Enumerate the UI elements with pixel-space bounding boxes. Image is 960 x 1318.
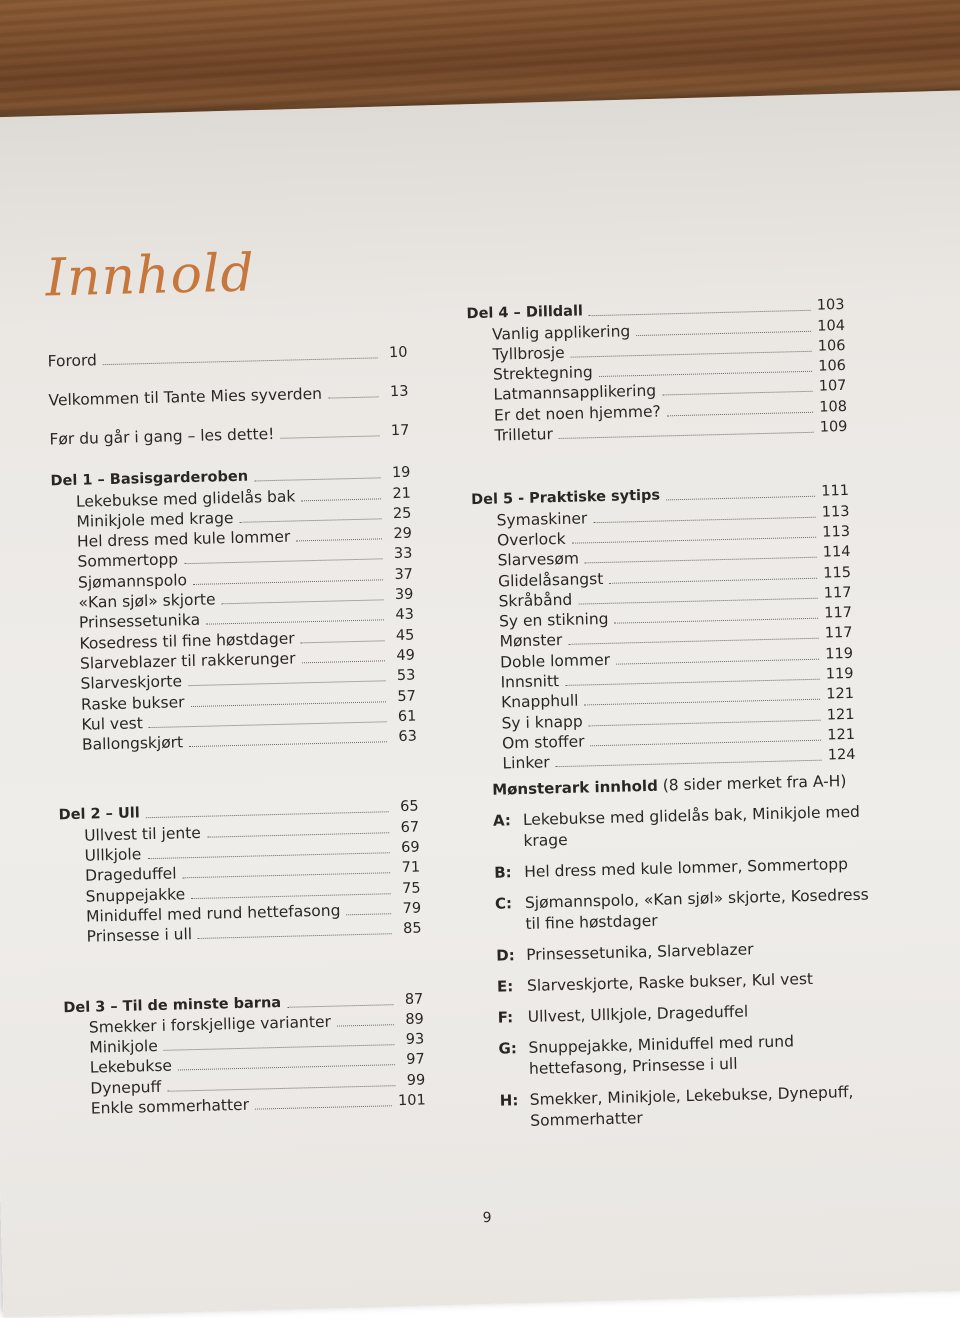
- dot-leader: [609, 577, 817, 583]
- toc-entry-page: 121: [826, 706, 855, 724]
- pattern-sheet-text: Snuppejakke, Miniduffel med rund hettefasong, Prinsesse i ull: [528, 1032, 795, 1078]
- toc-entry-title: Kosedress til fine høstdager: [79, 629, 295, 653]
- dot-leader: [556, 760, 822, 768]
- dot-leader: [149, 721, 387, 728]
- toc-entry-title: Skråbånd: [498, 590, 573, 611]
- pattern-sheet-item: [495, 884, 876, 935]
- toc-entry-title: Slarvesøm: [497, 549, 580, 570]
- dot-leader: [589, 719, 821, 726]
- dot-leader: [183, 873, 391, 879]
- toc-entry-title: Innsnitt: [500, 672, 560, 692]
- toc-entry-title: Tyllbrosje: [492, 343, 565, 364]
- toc-entry-page: 106: [818, 358, 847, 375]
- pattern-sheet-note: (8 sider merket fra A-H): [662, 772, 847, 795]
- toc-entry-title: Lekebukse: [89, 1057, 173, 1078]
- toc-entry-title: Minikjole: [89, 1037, 159, 1057]
- toc-entry-title: Del 3 – Til de minste barna: [63, 994, 282, 1016]
- toc-entry-title: Vanlig applikering: [491, 321, 631, 344]
- toc-entry-page: 124: [827, 747, 856, 764]
- toc-entry-title: Slarveskjorte: [80, 672, 183, 694]
- pattern-sheet-item: [500, 1081, 881, 1132]
- pattern-sheet-item: [496, 936, 876, 966]
- toc-entry-page: 111: [821, 483, 850, 500]
- page-title: Innhold: [44, 243, 256, 309]
- dot-leader: [328, 396, 379, 398]
- pattern-sheet-letter: D:: [496, 946, 515, 965]
- toc-entry-page: 61: [397, 708, 417, 725]
- pattern-sheet-item: [498, 998, 878, 1028]
- toc-entry-title: Miniduffel med rund hettefasong: [85, 901, 341, 926]
- pattern-sheet-item: [493, 801, 874, 852]
- toc-entry-title: Overlock: [496, 529, 566, 550]
- toc-entry-page: 33: [393, 546, 413, 563]
- pattern-sheet-letter: A:: [492, 811, 512, 830]
- toc-entry-page: 115: [823, 564, 852, 582]
- toc-entry-page: 13: [389, 383, 409, 401]
- toc-entry-page: 117: [823, 584, 852, 602]
- toc-entry-page: 99: [406, 1072, 426, 1089]
- pattern-sheet-text: Ullvest, Ullkjole, Drageduffel: [527, 1002, 749, 1026]
- toc-entry-page: 71: [401, 859, 421, 877]
- toc-entry-title: Del 2 – Ull: [58, 805, 140, 824]
- toc-entry-title: Drageduffel: [84, 864, 177, 886]
- toc-entry-page: 39: [394, 586, 414, 604]
- toc-entry-title: Knapphull: [500, 691, 579, 712]
- toc-entry-title: Glidelåsangst: [497, 569, 604, 591]
- toc-entry-page: 104: [817, 317, 846, 335]
- pattern-sheet-letter: B:: [494, 863, 512, 882]
- toc-entry-page: 79: [402, 900, 422, 917]
- toc-entry-page: 49: [396, 647, 416, 664]
- toc-entry-title: Dynepuff: [90, 1077, 162, 1098]
- dot-leader: [254, 478, 380, 482]
- spacer: [57, 747, 418, 806]
- dot-leader: [207, 832, 389, 837]
- toc-entry-title: Raske bukser: [80, 692, 185, 714]
- pattern-sheet-item: [494, 853, 874, 883]
- toc-entry-page: 109: [819, 419, 848, 436]
- toc-entry-page: 87: [404, 991, 424, 1008]
- toc-entry-title: Smekker i forskjellige varianter: [88, 1012, 332, 1037]
- toc-entry-page: 45: [395, 627, 415, 644]
- toc-entry-page: 121: [827, 726, 856, 744]
- pattern-sheet-text: Prinsessetunika, Slarveblazer: [526, 940, 754, 964]
- toc-entry-page: 119: [825, 645, 854, 663]
- toc-entry-title: Om stoffer: [501, 732, 585, 753]
- dot-leader: [636, 330, 811, 335]
- dot-leader: [589, 310, 811, 316]
- dot-leader: [191, 701, 386, 707]
- toc-entry-page: 117: [824, 605, 853, 622]
- toc-right-column: [466, 295, 855, 774]
- toc-entry-title: Latmannsapplikering: [493, 382, 657, 405]
- dot-leader: [571, 351, 812, 358]
- dot-leader: [198, 933, 391, 939]
- toc-entry-title: Snuppejakke: [85, 884, 186, 906]
- dot-leader: [585, 699, 821, 706]
- toc-entry-title: Hel dress med kule lommer: [76, 527, 291, 551]
- toc-entry-page: 63: [398, 728, 418, 746]
- dot-leader: [287, 1004, 393, 1008]
- toc-entry-page: 10: [388, 344, 408, 362]
- toc-entry-page: 97: [406, 1051, 425, 1069]
- toc-entry-title: Før du går i gang – les dette!: [49, 424, 275, 449]
- toc-entry-page: 43: [395, 606, 415, 624]
- dot-leader: [667, 412, 814, 417]
- toc-entry-title: Del 5 - Praktiske sytips: [470, 487, 661, 509]
- dot-leader: [616, 658, 819, 664]
- toc-entry-title: Sjømannspolo: [77, 570, 188, 592]
- toc-entry-page: 19: [391, 464, 411, 482]
- dot-leader: [615, 618, 819, 624]
- toc-entry-page: 25: [392, 505, 412, 522]
- toc-entry-title: Prinsessetunika: [78, 611, 201, 633]
- toc-entry-page: 85: [402, 920, 422, 938]
- pattern-sheet-item: [497, 967, 877, 997]
- dot-leader: [301, 640, 385, 643]
- toc-entry-title: Del 4 – Dilldall: [466, 303, 584, 323]
- spacer: [62, 939, 423, 998]
- pattern-sheet-letter: E:: [496, 977, 514, 996]
- pattern-sheet-letter: C:: [494, 894, 513, 913]
- toc-entry-page: 17: [390, 422, 410, 440]
- pattern-sheet-text: Lekebukse med glidelås bak, Minikjole med krage: [522, 802, 861, 850]
- dot-leader: [591, 740, 822, 747]
- toc-entry-title: Doble lommer: [499, 650, 611, 672]
- toc-entry-title: Symaskiner: [496, 508, 588, 530]
- toc-entry-page: 121: [826, 686, 855, 703]
- toc-entry-page: 101: [397, 1092, 426, 1110]
- dot-leader: [599, 371, 813, 377]
- dot-leader: [164, 1044, 395, 1051]
- toc-entry-title: Linker: [502, 753, 550, 773]
- toc-entry-page: 113: [822, 523, 851, 541]
- toc-entry-title: Ballongskjørt: [81, 733, 184, 754]
- toc-entry-page: 89: [405, 1011, 424, 1028]
- toc-entry-title: Ullvest til jente: [83, 823, 202, 845]
- toc-entry-title: Sy en stikning: [498, 609, 609, 631]
- toc-entry-title: Ullkjole: [84, 845, 142, 865]
- toc-entry-title: Sy i knapp: [501, 712, 583, 733]
- dot-leader: [585, 557, 817, 564]
- toc-entry-page: 37: [394, 566, 414, 583]
- toc-entry-title: Del 1 – Basisgarderoben: [50, 468, 249, 490]
- toc-entry-title: Lekebukse med glidelås bak: [75, 487, 296, 511]
- dot-leader: [255, 1105, 392, 1109]
- toc-entry-page: 114: [822, 544, 851, 561]
- pattern-sheet-contents: [492, 770, 881, 1142]
- pattern-sheet-list: [493, 801, 881, 1132]
- pattern-sheet-heading: Mønsterark innhold: [491, 776, 659, 799]
- toc-entry-title: Mønster: [499, 631, 563, 651]
- dot-leader: [593, 516, 816, 522]
- pattern-sheet-text: Hel dress med kule lommer, Sommertopp: [523, 855, 849, 881]
- dot-leader: [193, 579, 383, 585]
- dot-leader: [301, 498, 381, 501]
- toc-entry-title: Minikjole med krage: [76, 508, 234, 531]
- toc-entry-page: 67: [400, 819, 420, 836]
- pattern-sheet-text: Smekker, Minikjole, Lekebukse, Dynepuff, Sommerhatter: [529, 1082, 854, 1130]
- toc-entry-title: Enkle sommerhatter: [90, 1095, 250, 1118]
- toc-entry-page: 117: [824, 625, 853, 643]
- toc-entry-title: Velkommen til Tante Mies syverden: [48, 384, 323, 410]
- dot-leader: [347, 913, 392, 915]
- toc-entry-page: 113: [821, 503, 850, 521]
- toc-entry-page: 53: [396, 667, 416, 685]
- pattern-sheet-header: [492, 770, 872, 800]
- toc-entry-page: 21: [392, 485, 412, 502]
- toc-entry-title: Slarveblazer til rakkerunger: [79, 649, 296, 673]
- toc-entry-page: 119: [825, 665, 854, 683]
- toc-entry-page: 29: [393, 525, 413, 543]
- toc-entry-title: Forord: [47, 351, 98, 371]
- pattern-sheet-letter: H:: [499, 1091, 519, 1110]
- dot-leader: [222, 599, 384, 604]
- dot-leader: [178, 1065, 395, 1071]
- toc-entry-page: 57: [397, 688, 417, 705]
- toc-entry-page: 75: [401, 880, 421, 897]
- toc-entry-page: 106: [817, 337, 846, 355]
- pattern-sheet-letter: F:: [497, 1008, 514, 1027]
- pattern-sheet-item: [498, 1029, 879, 1080]
- toc-entry-title: Strektegning: [492, 363, 593, 384]
- dot-leader: [666, 496, 815, 501]
- toc-entry-title: Prinsesse i ull: [86, 925, 193, 946]
- toc-left-column: [47, 324, 426, 1120]
- toc-entry-title: Sommertopp: [77, 550, 179, 572]
- toc-entry-page: 69: [400, 839, 420, 857]
- dot-leader: [662, 391, 813, 396]
- dot-leader: [280, 435, 379, 438]
- dot-leader: [167, 1085, 395, 1092]
- dot-leader: [296, 539, 382, 542]
- toc-entry-page: 107: [818, 378, 847, 396]
- dot-leader: [240, 518, 382, 522]
- toc-entry-page: 65: [399, 798, 419, 816]
- dot-leader: [184, 559, 382, 565]
- dot-leader: [189, 741, 387, 747]
- dot-leader: [188, 681, 385, 687]
- pattern-sheet-letter: G:: [498, 1039, 518, 1058]
- dot-leader: [337, 1024, 394, 1026]
- pattern-sheet-text: Slarveskjorte, Raske bukser, Kul vest: [526, 969, 814, 995]
- toc-entry-page: 93: [405, 1031, 425, 1049]
- dot-leader: [191, 893, 391, 899]
- toc-entry-title: «Kan sjøl» skjorte: [78, 590, 216, 612]
- toc-entry-page: 108: [819, 398, 848, 416]
- toc-entry-title: Kul vest: [81, 714, 143, 734]
- toc-entry-title: Trilletur: [494, 425, 554, 445]
- page-number: 9: [482, 1209, 492, 1227]
- pattern-sheet-text: Sjømannspolo, «Kan sjøl» skjorte, Kosedress til fine høstdager: [524, 885, 869, 933]
- dot-leader: [578, 598, 818, 605]
- toc-entry-title: Er det noen hjemme?: [493, 402, 661, 425]
- toc-entry-page: 103: [816, 297, 845, 314]
- dot-leader: [302, 660, 385, 663]
- dot-leader: [206, 620, 384, 625]
